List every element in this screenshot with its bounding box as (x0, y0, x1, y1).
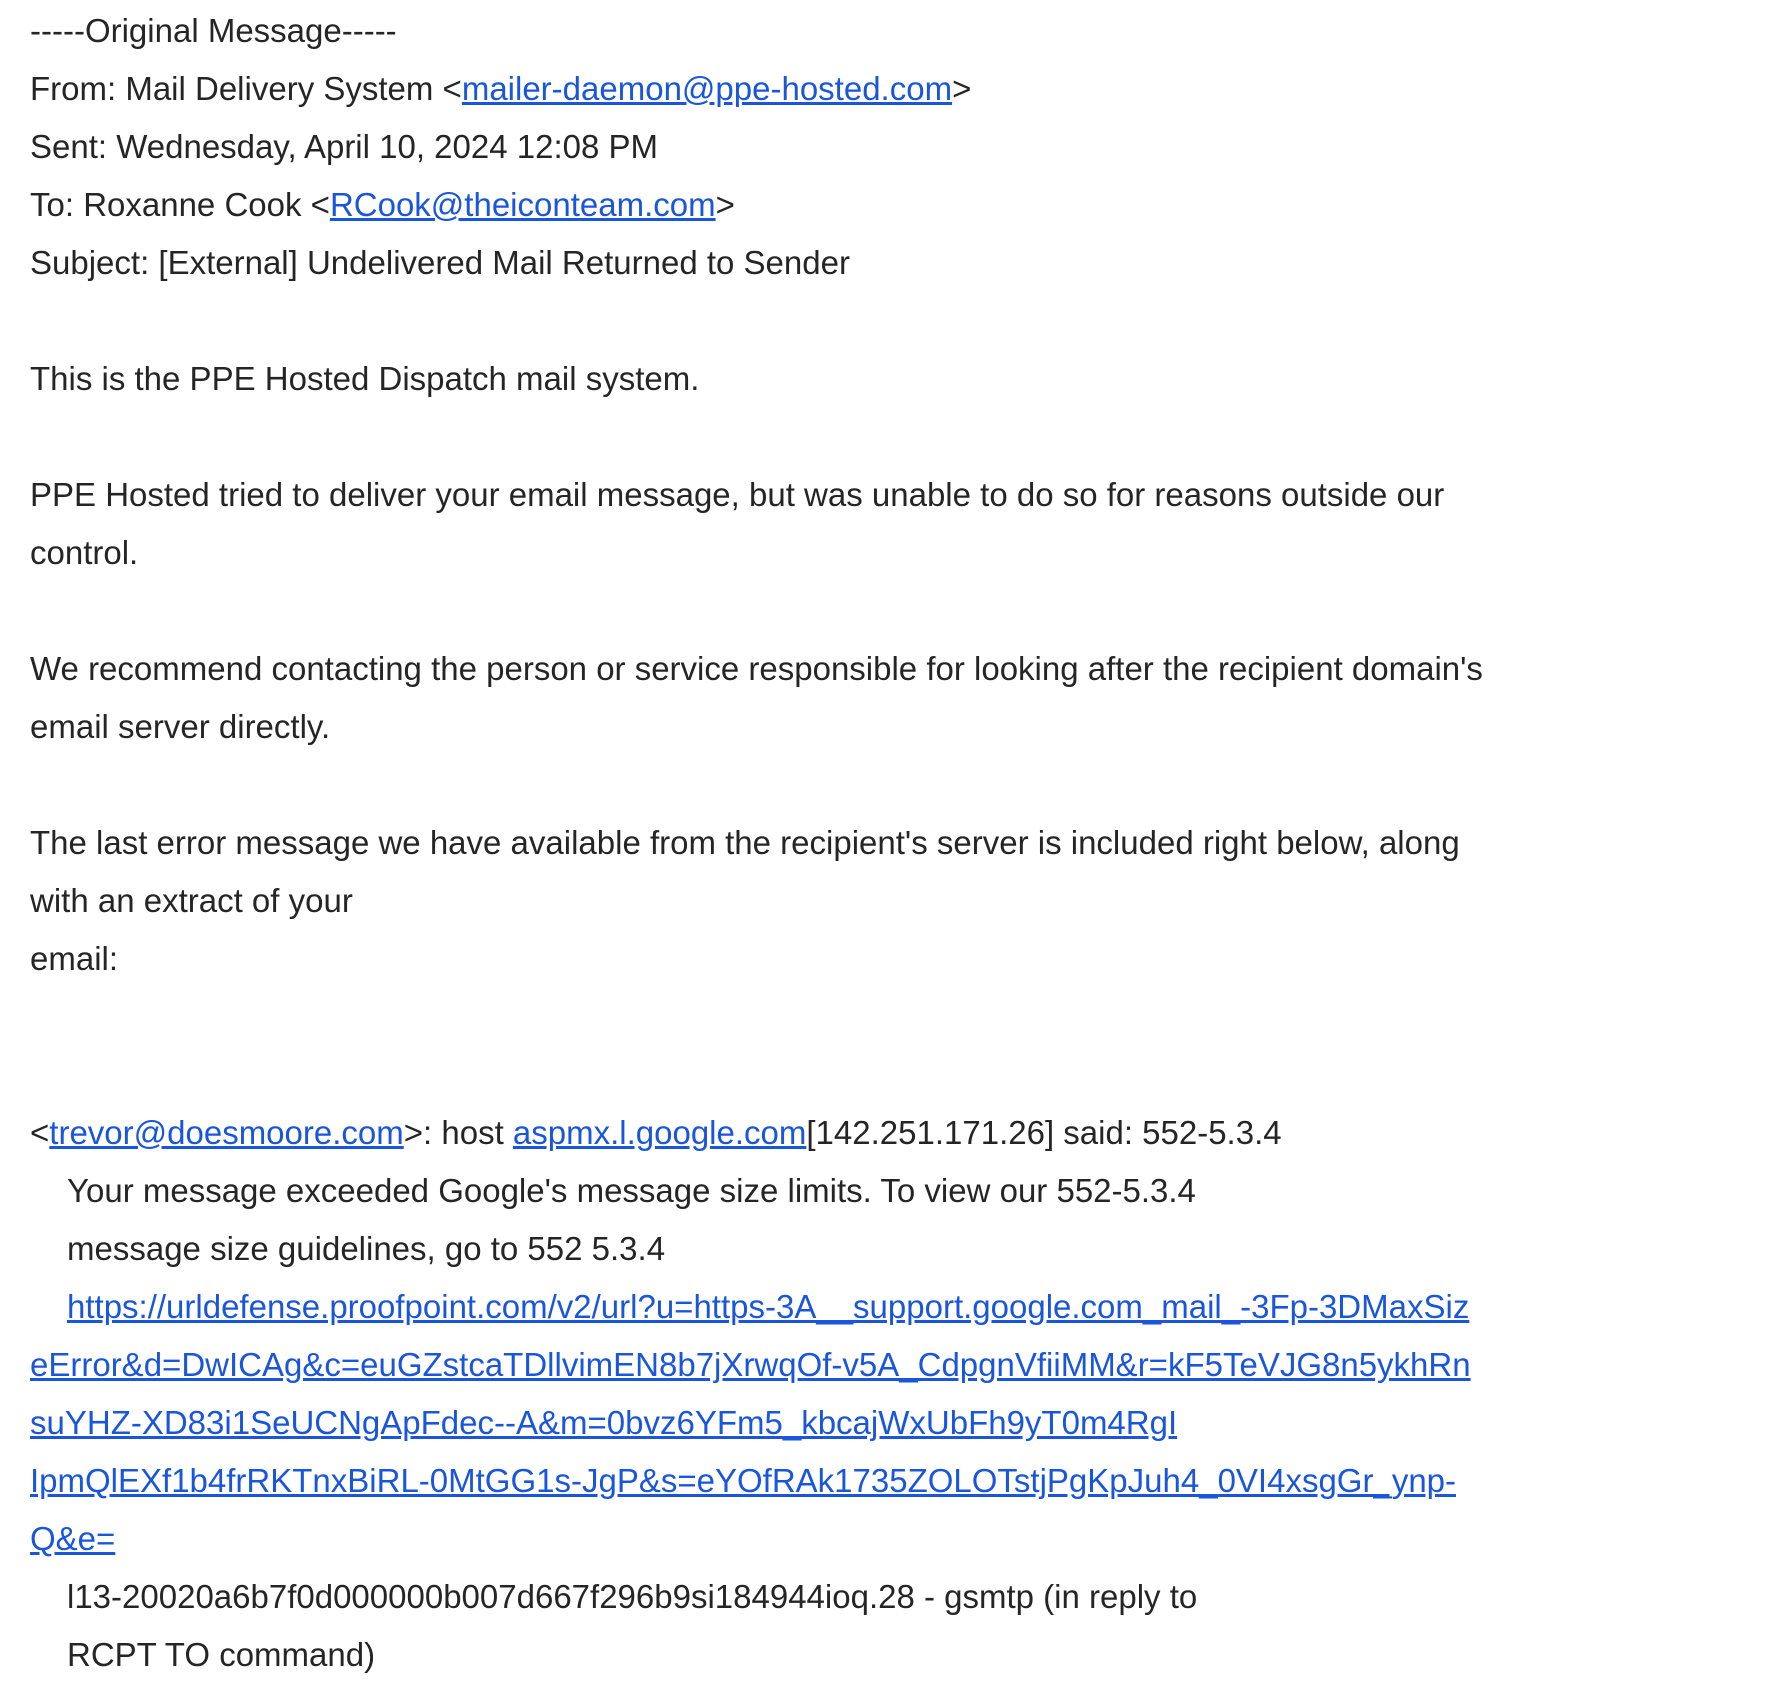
urldefense-link-line-5 (30, 1510, 1760, 1568)
mx-host-link[interactable]: aspmx.l.google.com (512, 1114, 807, 1151)
intro-line (30, 350, 1760, 408)
gsmtp-id-line-2 (30, 1626, 1760, 1684)
urldefense-link-part-3[interactable]: suYHZ-XD83i1SeUCNgApFdec--A&m=0bvz6YFm5_kbcajWxUbFh9yT0m4RgI (30, 1404, 1178, 1441)
original-message-separator (30, 2, 1760, 60)
gsmtp-id-line-1 (30, 1568, 1760, 1626)
blank-line (30, 1046, 1760, 1104)
delivery-failure-line-2 (30, 524, 1760, 582)
text-segment: >: host (403, 1114, 513, 1151)
urldefense-link-line-3 (30, 1394, 1760, 1452)
text-segment: Your message exceeded Google's message size limits. To view our 552-5.3.4 (67, 1172, 1196, 1209)
to-email-link[interactable]: RCook@theiconteam.com (329, 186, 716, 223)
urldefense-link-line-4 (30, 1452, 1760, 1510)
text-segment: < (30, 1114, 50, 1151)
text-segment: This is the PPE Hosted Dispatch mail system. (30, 360, 700, 397)
blank-line (30, 582, 1760, 640)
text-segment: email: (30, 940, 119, 977)
text-segment: Sent: Wednesday, April 10, 2024 12:08 PM (30, 128, 659, 165)
text-segment: From: Mail Delivery System < (30, 70, 462, 107)
text-segment: > (715, 186, 735, 223)
urldefense-link-line-1 (30, 1278, 1760, 1336)
error-intro-line-2 (30, 872, 1760, 930)
urldefense-link-part-2[interactable]: eError&d=DwICAg&c=euGZstcaTDllvimEN8b7jXrwqOf-v5A_CdpgnVfiiMM&r=kF5TeVJG8n5ykhRn (30, 1346, 1471, 1383)
from-email-link[interactable]: mailer-daemon@ppe-hosted.com (461, 70, 953, 107)
blank-line (30, 292, 1760, 350)
urldefense-link-part-5[interactable]: Q&e= (30, 1520, 116, 1557)
blank-line (30, 756, 1760, 814)
error-intro-line-1 (30, 814, 1760, 872)
text-segment: with an extract of your (30, 882, 353, 919)
text-segment: The last error message we have available from the recipient's server is included right below, along (30, 824, 1460, 861)
text-segment: > (952, 70, 972, 107)
blank-line (30, 988, 1760, 1046)
recipient-email-link[interactable]: trevor@doesmoore.com (49, 1114, 404, 1151)
text-segment: email server directly. (30, 708, 331, 745)
text-segment: -----Original Message----- (30, 12, 397, 49)
error-intro-line-3 (30, 930, 1760, 988)
urldefense-link-part-4[interactable]: IpmQlEXf1b4frRKTnxBiRL-0MtGG1s-JgP&s=eYOfRAk1735ZOLOTstjPgKpJuh4_0VI4xsgGr_ynp- (30, 1462, 1457, 1499)
text-segment: message size guidelines, go to 552 5.3.4 (67, 1230, 666, 1267)
text-segment: RCPT TO command) (67, 1636, 376, 1673)
from-line (30, 60, 1760, 118)
sent-line (30, 118, 1760, 176)
recommend-line-1 (30, 640, 1760, 698)
urldefense-link-part-1[interactable]: https://urldefense.proofpoint.com/v2/url?u=https-3A__support.google.com_mail_-3Fp-3DMaxSiz (67, 1288, 1470, 1325)
urldefense-link-line-2 (30, 1336, 1760, 1394)
smtp-error-detail-1 (30, 1162, 1760, 1220)
text-segment: Subject: [External] Undelivered Mail Returned to Sender (30, 244, 850, 281)
subject-line (30, 234, 1760, 292)
text-segment: To: Roxanne Cook < (30, 186, 330, 223)
smtp-error-detail-2 (30, 1220, 1760, 1278)
recommend-line-2 (30, 698, 1760, 756)
text-segment: [142.251.171.26] said: 552-5.3.4 (806, 1114, 1282, 1151)
text-segment: We recommend contacting the person or service responsible for looking after the recipient domain's (30, 650, 1483, 687)
smtp-error-line (30, 1104, 1760, 1162)
to-line (30, 176, 1760, 234)
text-segment: control. (30, 534, 139, 571)
text-segment: l13-20020a6b7f0d000000b007d667f296b9si184944ioq.28 - gsmtp (in reply to (67, 1578, 1198, 1615)
delivery-failure-line-1 (30, 466, 1760, 524)
blank-line (30, 408, 1760, 466)
text-segment: PPE Hosted tried to deliver your email message, but was unable to do so for reasons outside our (30, 476, 1445, 513)
